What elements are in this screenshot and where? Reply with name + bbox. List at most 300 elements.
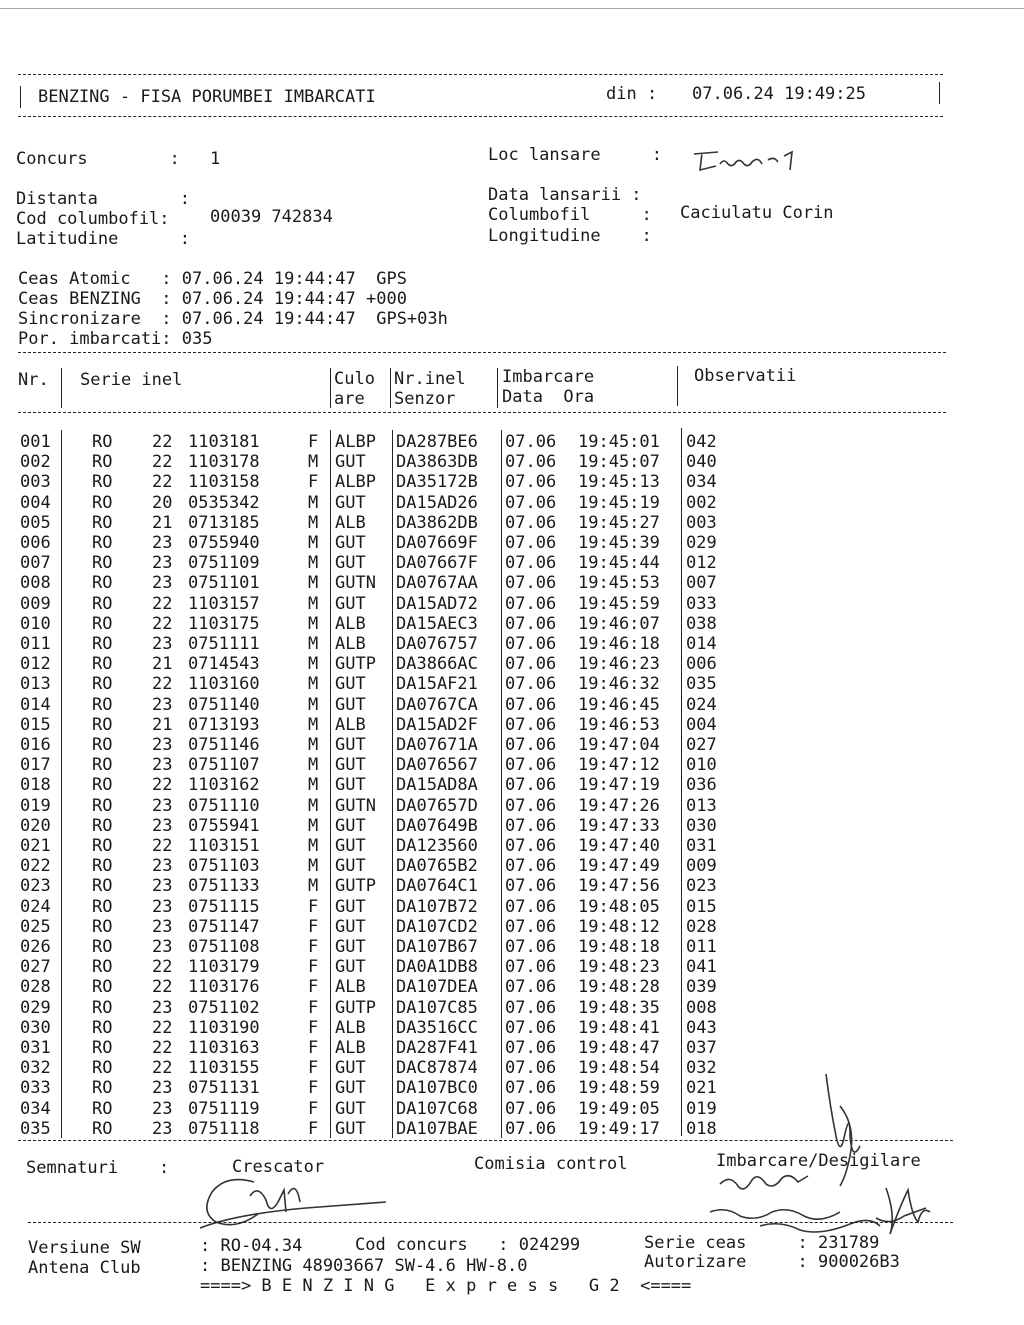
cell-year: 23 (152, 1118, 173, 1139)
cell-year: 23 (152, 533, 173, 553)
col-divider (497, 368, 498, 408)
cell-number: 1103190 (188, 1017, 260, 1038)
cod-columbofil-value: 00039 742834 (210, 207, 333, 227)
cell-obs: 029 (686, 533, 717, 553)
cell-time: 19:48:12 (578, 916, 660, 937)
cell-date: 07.06 (505, 775, 557, 796)
cell-number: 0751103 (188, 856, 260, 877)
cell-sensor: DA0765B2 (396, 856, 478, 877)
cell-obs: 031 (686, 836, 717, 856)
cell-time: 19:46:23 (578, 654, 660, 675)
header-left-border (20, 86, 21, 108)
cell-color: ALB (335, 714, 366, 735)
longitudine-label: Longitudine : (488, 226, 652, 246)
cell-date: 07.06 (505, 896, 557, 917)
benzing-express-banner: ====> B E N Z I N G E x p r e s s G 2 <==== (200, 1276, 692, 1296)
col-header-nr-inel: Nr.inel (394, 369, 466, 389)
cell-number: 1103160 (188, 674, 260, 695)
cell-obs: 040 (686, 452, 717, 473)
cell-date: 07.06 (505, 492, 557, 513)
body-col-divider (61, 430, 62, 1138)
cell-time: 19:46:18 (578, 634, 660, 654)
table-row (0, 917, 1024, 937)
cell-nr: 025 (20, 916, 51, 937)
cell-color: GUT (335, 755, 366, 776)
cell-date: 07.06 (505, 1078, 557, 1099)
cell-time: 19:47:12 (578, 755, 660, 776)
cell-color: ALB (335, 1017, 366, 1038)
cell-country: RO (92, 896, 113, 917)
cell-time: 19:45:59 (578, 593, 660, 614)
col-header-imbarcare: Imbarcare (502, 367, 595, 387)
table-row (0, 674, 1024, 694)
cell-year: 21 (152, 714, 173, 735)
table-row (0, 573, 1024, 593)
cell-sensor: DA3516CC (396, 1017, 478, 1038)
cell-color: ALB (335, 512, 366, 533)
cell-sensor: DA07649B (396, 815, 478, 836)
cell-number: 0751101 (188, 573, 260, 594)
cod-concurs: Cod concurs : 024299 (355, 1235, 581, 1255)
cell-nr: 026 (20, 937, 51, 957)
cell-time: 19:47:19 (578, 775, 660, 796)
cell-color: GUT (335, 452, 366, 473)
latitudine-label: Latitudine : (16, 229, 190, 249)
table-row (0, 695, 1024, 715)
cell-sex: M (308, 654, 319, 675)
cell-number: 0751147 (188, 916, 260, 937)
cell-color: GUT (335, 694, 366, 715)
cell-nr: 030 (20, 1017, 51, 1038)
cell-color: GUTN (335, 573, 376, 594)
cell-nr: 014 (20, 694, 51, 715)
cell-country: RO (92, 916, 113, 937)
cell-obs: 043 (686, 1017, 717, 1038)
cell-year: 23 (152, 553, 173, 574)
cell-sex: F (308, 997, 319, 1018)
cell-year: 23 (152, 937, 173, 957)
cell-color: GUTP (335, 876, 376, 897)
cell-obs: 024 (686, 694, 717, 715)
cell-nr: 005 (20, 512, 51, 533)
cell-sensor: DA35172B (396, 472, 478, 493)
cell-year: 21 (152, 654, 173, 675)
col-header-senzor: Senzor (394, 389, 456, 409)
cell-time: 19:46:32 (578, 674, 660, 695)
cell-time: 19:48:41 (578, 1017, 660, 1038)
cell-time: 19:47:33 (578, 815, 660, 836)
cell-color: GUT (335, 533, 366, 553)
cell-color: GUT (335, 896, 366, 917)
print-date-value: 07.06.24 19:49:25 (692, 84, 866, 104)
cell-country: RO (92, 553, 113, 574)
cell-color: GUT (335, 815, 366, 836)
col-header-observatii: Observatii (694, 366, 797, 386)
cell-sex: F (308, 1038, 319, 1058)
cell-nr: 028 (20, 977, 51, 998)
sincronizare-line: Sincronizare : 07.06.24 19:44:47 GPS+03h (18, 309, 448, 329)
cell-date: 07.06 (505, 795, 557, 816)
cell-date: 07.06 (505, 674, 557, 695)
cell-number: 1103157 (188, 593, 260, 614)
cell-sex: M (308, 634, 319, 654)
cell-date: 07.06 (505, 1098, 557, 1119)
cell-obs: 032 (686, 1058, 717, 1079)
cell-sensor: DA3866AC (396, 654, 478, 675)
cell-obs: 021 (686, 1078, 717, 1099)
cell-sex: M (308, 674, 319, 695)
antena-club-label: Antena Club (28, 1258, 141, 1278)
col-divider (677, 366, 678, 406)
cell-time: 19:48:23 (578, 957, 660, 978)
cell-number: 0751133 (188, 876, 260, 897)
cell-country: RO (92, 876, 113, 897)
table-row (0, 836, 1024, 856)
cell-nr: 006 (20, 533, 51, 553)
cell-year: 22 (152, 836, 173, 856)
table-row (0, 775, 1024, 795)
cell-time: 19:46:45 (578, 694, 660, 715)
cell-color: ALB (335, 977, 366, 998)
antena-club-value: : BENZING 48903667 SW-4.6 HW-8.0 (200, 1256, 528, 1276)
cell-nr: 015 (20, 714, 51, 735)
cell-number: 0535342 (188, 492, 260, 513)
cell-color: ALBP (335, 432, 376, 452)
cell-sex: F (308, 916, 319, 937)
cell-time: 19:47:04 (578, 735, 660, 755)
cell-nr: 012 (20, 654, 51, 675)
cell-year: 22 (152, 674, 173, 695)
cell-nr: 027 (20, 957, 51, 978)
cell-obs: 030 (686, 815, 717, 836)
cell-obs: 003 (686, 512, 717, 533)
cell-year: 22 (152, 452, 173, 473)
cell-sensor: DA15AD8A (396, 775, 478, 796)
loc-lansare-label: Loc lansare : (488, 145, 662, 165)
cell-nr: 034 (20, 1098, 51, 1119)
cell-date: 07.06 (505, 533, 557, 553)
cell-obs: 028 (686, 916, 717, 937)
cell-sex: M (308, 876, 319, 897)
distanta-label: Distanta : (16, 189, 190, 209)
table-row (0, 452, 1024, 472)
cell-number: 0714543 (188, 654, 260, 675)
cell-sex: F (308, 1098, 319, 1119)
cell-nr: 002 (20, 452, 51, 473)
cell-year: 23 (152, 997, 173, 1018)
cell-sensor: DA0767CA (396, 694, 478, 715)
cell-time: 19:45:01 (578, 432, 660, 452)
cell-year: 22 (152, 593, 173, 614)
cell-obs: 036 (686, 775, 717, 796)
cell-date: 07.06 (505, 815, 557, 836)
cell-obs: 037 (686, 1038, 717, 1058)
table-header-top-rule (18, 352, 946, 353)
cell-year: 23 (152, 1078, 173, 1099)
cell-year: 22 (152, 775, 173, 796)
cell-number: 0751109 (188, 553, 260, 574)
cell-color: ALBP (335, 472, 376, 493)
cell-country: RO (92, 593, 113, 614)
cell-time: 19:48:47 (578, 1038, 660, 1058)
comisia-control-label: Comisia control (474, 1154, 628, 1174)
cell-obs: 034 (686, 472, 717, 493)
autorizare: Autorizare : 900026B3 (644, 1252, 900, 1272)
cell-sex: M (308, 512, 319, 533)
cell-sensor: DA15AD26 (396, 492, 478, 513)
cell-color: ALB (335, 613, 366, 634)
cell-date: 07.06 (505, 997, 557, 1018)
table-row (0, 735, 1024, 755)
cell-number: 0751119 (188, 1098, 260, 1119)
cell-nr: 020 (20, 815, 51, 836)
cell-sensor: DA0767AA (396, 573, 478, 594)
cell-country: RO (92, 674, 113, 695)
columbofil-label: Columbofil : (488, 205, 652, 225)
cell-obs: 006 (686, 654, 717, 675)
cell-nr: 001 (20, 432, 51, 452)
cell-sex: M (308, 714, 319, 735)
table-row (0, 432, 1024, 452)
col-header-are: are (334, 389, 365, 409)
cell-time: 19:45:27 (578, 512, 660, 533)
cell-time: 19:45:39 (578, 533, 660, 553)
cell-sex: F (308, 1017, 319, 1038)
cell-sensor: DA0764C1 (396, 876, 478, 897)
cell-date: 07.06 (505, 452, 557, 473)
cell-color: GUT (335, 775, 366, 796)
cell-sex: M (308, 573, 319, 594)
cell-time: 19:46:07 (578, 613, 660, 634)
cell-year: 23 (152, 916, 173, 937)
table-row (0, 998, 1024, 1018)
cell-sensor: DA107B67 (396, 937, 478, 957)
data-lansarii-label: Data lansarii : (488, 185, 642, 205)
cell-date: 07.06 (505, 613, 557, 634)
cell-number: 0713185 (188, 512, 260, 533)
cell-country: RO (92, 1038, 113, 1058)
cell-nr: 011 (20, 634, 51, 654)
cell-sensor: DA15AD72 (396, 593, 478, 614)
table-row (0, 1018, 1024, 1038)
cell-sensor: DA15AD2F (396, 714, 478, 735)
ceas-benzing-line: Ceas BENZING : 07.06.24 19:44:47 +000 (18, 289, 407, 309)
col-header-culo: Culo (334, 369, 375, 389)
cell-color: GUT (335, 1058, 366, 1079)
cell-time: 19:46:53 (578, 714, 660, 735)
cell-obs: 041 (686, 957, 717, 978)
cell-country: RO (92, 654, 113, 675)
cell-sensor: DA287BE6 (396, 432, 478, 452)
cell-sex: F (308, 1118, 319, 1139)
cell-number: 0751102 (188, 997, 260, 1018)
cell-country: RO (92, 856, 113, 877)
cell-country: RO (92, 735, 113, 755)
cell-number: 0751111 (188, 634, 260, 654)
table-row (0, 513, 1024, 533)
cell-color: GUT (335, 916, 366, 937)
cell-obs: 010 (686, 755, 717, 776)
cell-sensor: DA3862DB (396, 512, 478, 533)
cell-country: RO (92, 1058, 113, 1079)
cell-sex: M (308, 553, 319, 574)
cell-nr: 035 (20, 1118, 51, 1139)
cell-number: 1103162 (188, 775, 260, 796)
cell-color: GUTP (335, 654, 376, 675)
cell-time: 19:47:26 (578, 795, 660, 816)
print-date-label: din : (606, 84, 658, 104)
cell-color: GUT (335, 937, 366, 957)
table-row (0, 1038, 1024, 1058)
cell-time: 19:45:19 (578, 492, 660, 513)
col-divider (390, 368, 391, 408)
cell-date: 07.06 (505, 553, 557, 574)
cell-sex: M (308, 613, 319, 634)
cell-sex: F (308, 937, 319, 957)
cell-country: RO (92, 957, 113, 978)
cell-color: GUT (335, 1078, 366, 1099)
cell-color: GUT (335, 1118, 366, 1139)
cell-number: 0751107 (188, 755, 260, 776)
cell-country: RO (92, 452, 113, 473)
cell-time: 19:48:28 (578, 977, 660, 998)
cell-sensor: DA07671A (396, 735, 478, 755)
cell-nr: 022 (20, 856, 51, 877)
cell-sensor: DA123560 (396, 836, 478, 856)
cell-sensor: DA107BC0 (396, 1078, 478, 1099)
table-row (0, 634, 1024, 654)
cell-sensor: DA076567 (396, 755, 478, 776)
body-col-divider (392, 430, 393, 1138)
cell-year: 22 (152, 472, 173, 493)
cell-obs: 002 (686, 492, 717, 513)
cell-nr: 023 (20, 876, 51, 897)
crescator-label: Crescator (232, 1157, 325, 1177)
cell-sex: F (308, 957, 319, 978)
cell-nr: 021 (20, 836, 51, 856)
cell-country: RO (92, 432, 113, 452)
body-col-divider (501, 430, 502, 1138)
ceas-atomic-line: Ceas Atomic : 07.06.24 19:44:47 GPS (18, 269, 407, 289)
cell-nr: 024 (20, 896, 51, 917)
cell-number: 0751131 (188, 1078, 260, 1099)
cell-date: 07.06 (505, 916, 557, 937)
cell-sensor: DA107B72 (396, 896, 478, 917)
cell-number: 1103181 (188, 432, 260, 452)
cell-nr: 016 (20, 735, 51, 755)
cell-date: 07.06 (505, 836, 557, 856)
table-row (0, 493, 1024, 513)
cell-country: RO (92, 492, 113, 513)
cell-nr: 029 (20, 997, 51, 1018)
table-row (0, 614, 1024, 634)
cell-number: 0713193 (188, 714, 260, 735)
cell-number: 0751146 (188, 735, 260, 755)
table-row (0, 937, 1024, 957)
cell-sex: M (308, 795, 319, 816)
por-imbarcati-line: Por. imbarcati: 035 (18, 329, 213, 349)
cell-country: RO (92, 836, 113, 856)
cell-time: 19:45:53 (578, 573, 660, 594)
versiune-sw-value: : RO-04.34 (200, 1236, 303, 1256)
cell-number: 0751108 (188, 937, 260, 957)
cell-number: 1103178 (188, 452, 260, 473)
table-row (0, 553, 1024, 573)
cell-sex: M (308, 593, 319, 614)
imbarcare-desigilare-label: Imbarcare/Desigilare (716, 1151, 921, 1171)
cell-date: 07.06 (505, 1118, 557, 1139)
cell-nr: 018 (20, 775, 51, 796)
cell-time: 19:48:35 (578, 997, 660, 1018)
cell-nr: 010 (20, 613, 51, 634)
cell-sex: M (308, 492, 319, 513)
cell-number: 0751115 (188, 896, 260, 917)
cell-color: GUTN (335, 795, 376, 816)
cell-year: 23 (152, 573, 173, 594)
cell-sex: M (308, 815, 319, 836)
table-header-bottom-rule (18, 412, 946, 413)
cell-time: 19:47:56 (578, 876, 660, 897)
cell-number: 1103155 (188, 1058, 260, 1079)
col-header-data-ora: Data Ora (502, 387, 595, 407)
cell-nr: 017 (20, 755, 51, 776)
table-row (0, 533, 1024, 553)
cell-obs: 011 (686, 937, 717, 957)
cell-obs: 035 (686, 674, 717, 695)
cell-nr: 013 (20, 674, 51, 695)
cell-date: 07.06 (505, 694, 557, 715)
cell-sensor: DA107CD2 (396, 916, 478, 937)
cell-year: 23 (152, 755, 173, 776)
cell-country: RO (92, 533, 113, 553)
cell-year: 23 (152, 735, 173, 755)
cell-color: GUTP (335, 997, 376, 1018)
cell-date: 07.06 (505, 1038, 557, 1058)
cell-country: RO (92, 775, 113, 796)
cell-date: 07.06 (505, 735, 557, 755)
cell-year: 22 (152, 977, 173, 998)
table-row (0, 594, 1024, 614)
cell-country: RO (92, 1017, 113, 1038)
cell-nr: 007 (20, 553, 51, 574)
cell-obs: 007 (686, 573, 717, 594)
cell-sex: F (308, 977, 319, 998)
cell-sex: F (308, 432, 319, 452)
cell-color: GUT (335, 856, 366, 877)
cell-sensor: DA07657D (396, 795, 478, 816)
cod-columbofil-label: Cod columbofil: (16, 209, 170, 229)
cell-color: GUT (335, 492, 366, 513)
loc-lansare-handwriting (688, 142, 818, 176)
cell-sensor: DA107BAE (396, 1118, 478, 1139)
cell-year: 22 (152, 432, 173, 452)
cell-sex: M (308, 452, 319, 473)
cell-country: RO (92, 573, 113, 594)
cell-country: RO (92, 755, 113, 776)
cell-year: 23 (152, 856, 173, 877)
cell-obs: 013 (686, 795, 717, 816)
cell-obs: 018 (686, 1118, 717, 1139)
cell-number: 1103179 (188, 957, 260, 978)
cell-time: 19:47:49 (578, 856, 660, 877)
cell-sensor: DA15AEC3 (396, 613, 478, 634)
cell-sex: F (308, 472, 319, 493)
cell-obs: 012 (686, 553, 717, 574)
table-row (0, 755, 1024, 775)
cell-sex: M (308, 533, 319, 553)
cell-date: 07.06 (505, 714, 557, 735)
table-row (0, 654, 1024, 674)
